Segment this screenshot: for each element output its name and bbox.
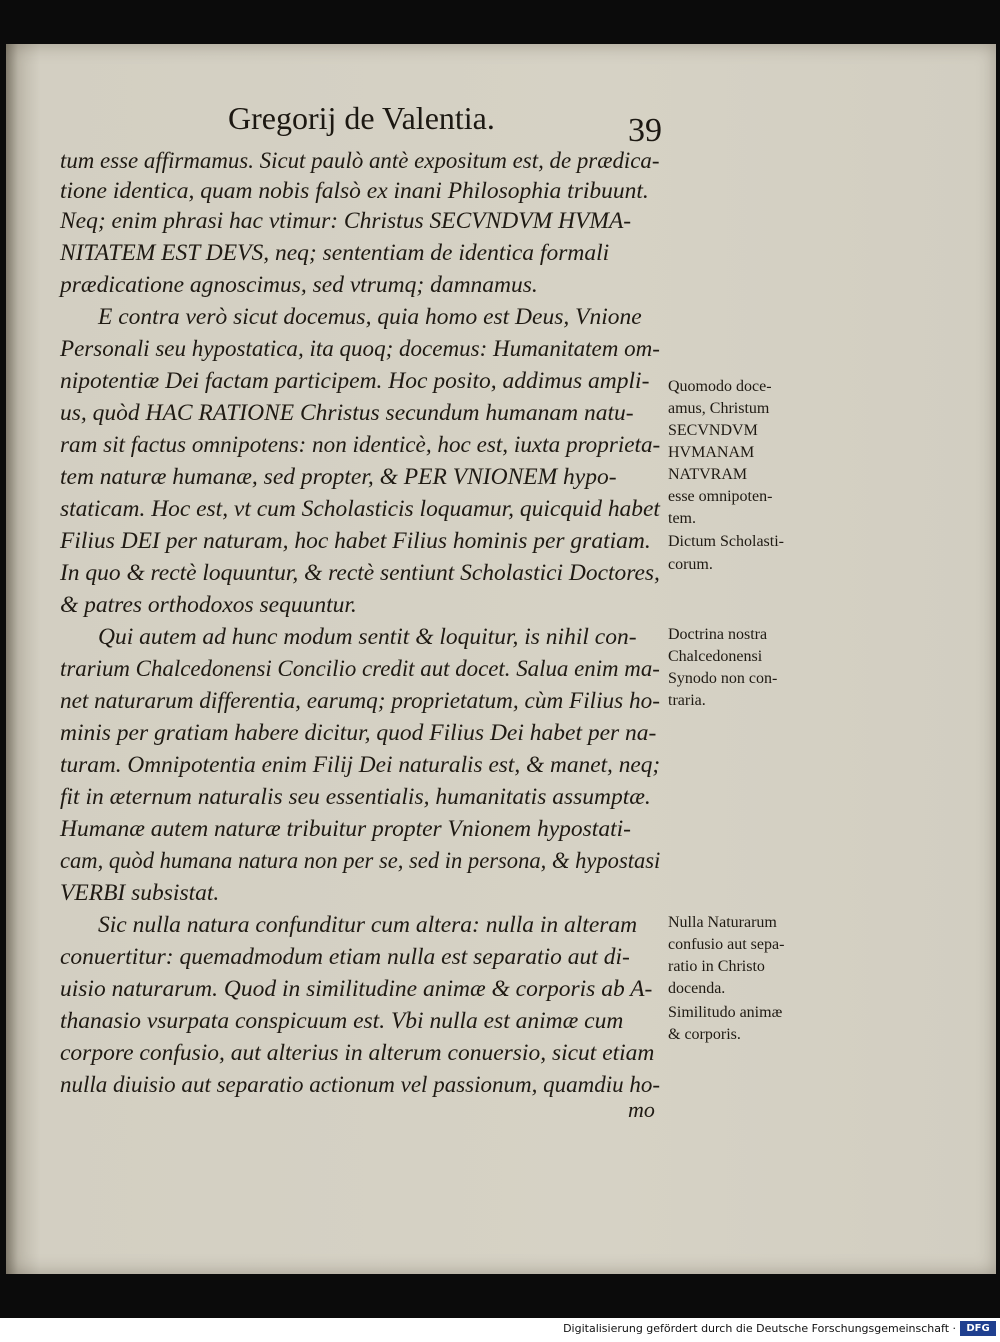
marginal-note-line: HVMANAM <box>668 444 755 461</box>
body-line: cam, quòd humana natura non per se, sed in persona, & hypostasi <box>60 848 661 874</box>
digitization-credit: Digitalisierung gefördert durch die Deutsche Forschungsgemeinschaft · <box>563 1322 956 1335</box>
body-line: staticam. Hoc est, vt cum Scholasticis loquamur, quicquid habet <box>60 496 660 522</box>
body-line: E contra verò sicut docemus, quia homo est Deus, Vnione <box>98 304 642 330</box>
marginal-note-line: Nulla Naturarum <box>668 914 777 931</box>
body-line: thanasio vsurpata conspicuum est. Vbi nulla est animæ cum <box>60 1008 624 1034</box>
body-line: prædicatione agnoscimus, sed vtrumq; damnamus. <box>60 272 538 298</box>
marginal-note-line: Dictum Scholasti- <box>668 533 784 550</box>
marginal-note-line: ratio in Christo <box>668 958 765 975</box>
marginal-note-line: tem. <box>668 510 696 527</box>
dfg-logo: DFG <box>960 1321 996 1336</box>
marginal-note-line: esse omnipoten- <box>668 488 773 505</box>
marginal-note-line: & corporis. <box>668 1026 741 1043</box>
page-number: 39 <box>628 112 662 149</box>
body-line: & patres orthodoxos sequuntur. <box>60 592 357 618</box>
body-line: Sic nulla natura confunditur cum altera: nulla in alteram <box>98 912 638 938</box>
body-line: NITATEM EST DEVS, neq; sententiam de identica formali <box>60 240 610 266</box>
marginal-note-line: traria. <box>668 692 706 709</box>
marginal-note-line: docenda. <box>668 980 726 997</box>
marginal-note-line: Chalcedonensi <box>668 648 763 665</box>
body-line: net naturarum differentia, earumq; proprietatum, cùm Filius ho- <box>60 688 660 714</box>
running-head: Gregorij de Valentia. <box>228 100 495 136</box>
marginal-note-line: NATVRAM <box>668 466 748 483</box>
body-line: conuertitur: quemadmodum etiam nulla est separatio aut di- <box>60 944 630 970</box>
body-line: us, quòd HAC RATIONE Christus secundum humanam natu- <box>60 400 634 426</box>
body-line: Humanæ autem naturæ tribuitur propter Vnionem hypostati- <box>60 816 631 842</box>
body-line: turam. Omnipotentia enim Filij Dei naturalis est, & manet, neq; <box>60 752 661 778</box>
body-line: Neq; enim phrasi hac vtimur: Christus SECVNDVM HVMA- <box>60 208 632 234</box>
body-line: VERBI subsistat. <box>60 880 220 906</box>
marginal-note-line: corum. <box>668 556 713 573</box>
marginal-note-line: confusio aut sepa- <box>668 936 785 953</box>
body-line: nipotentiæ Dei factam participem. Hoc posito, addimus ampli- <box>60 368 650 394</box>
marginal-note-line: Synodo non con- <box>668 670 778 687</box>
body-line: tum esse affirmamus. Sicut paulò antè expositum est, de prædica- <box>60 148 660 174</box>
marginal-note-line: Doctrina nostra <box>668 626 768 643</box>
marginal-note-line: Quomodo doce- <box>668 378 772 395</box>
body-line: uisio naturarum. Quod in similitudine animæ & corporis ab A- <box>60 976 653 1002</box>
body-line: fit in æternum naturalis seu essentialis, humanitatis assumptæ. <box>60 784 651 810</box>
marginal-note-line: Similitudo animæ <box>668 1004 783 1021</box>
body-line: minis per gratiam habere dicitur, quod Filius Dei habet per na- <box>60 720 657 746</box>
marginal-note-line: SECVNDVM <box>668 422 758 439</box>
body-line: Filius DEI per naturam, hoc habet Filius hominis per gratiam. <box>60 528 651 554</box>
body-line: corpore confusio, aut alterius in alterum conuersio, sicut etiam <box>60 1040 655 1066</box>
body-line: Qui autem ad hunc modum sentit & loquitur, is nihil con- <box>98 624 637 650</box>
body-line: tem naturæ humanæ, sed propter, & PER VNIONEM hypo- <box>60 464 617 490</box>
body-line: ram sit factus omnipotens: non identicè, hoc est, iuxta proprieta- <box>60 432 661 458</box>
body-line: trarium Chalcedonensi Concilio credit aut docet. Salua enim ma- <box>60 656 660 682</box>
body-line: Personali seu hypostatica, ita quoq; docemus: Humanitatem om- <box>60 336 660 362</box>
body-line: In quo & rectè loquuntur, & rectè sentiunt Scholastici Doctores, <box>60 560 660 586</box>
body-line: nulla diuisio aut separatio actionum vel passionum, quamdiu ho- <box>60 1072 661 1098</box>
marginal-note-line: amus, Christum <box>668 400 770 417</box>
catchword: mo <box>628 1097 655 1122</box>
body-line: tione identica, quam nobis falsò ex inani Philosophia tribuunt. <box>60 178 649 204</box>
